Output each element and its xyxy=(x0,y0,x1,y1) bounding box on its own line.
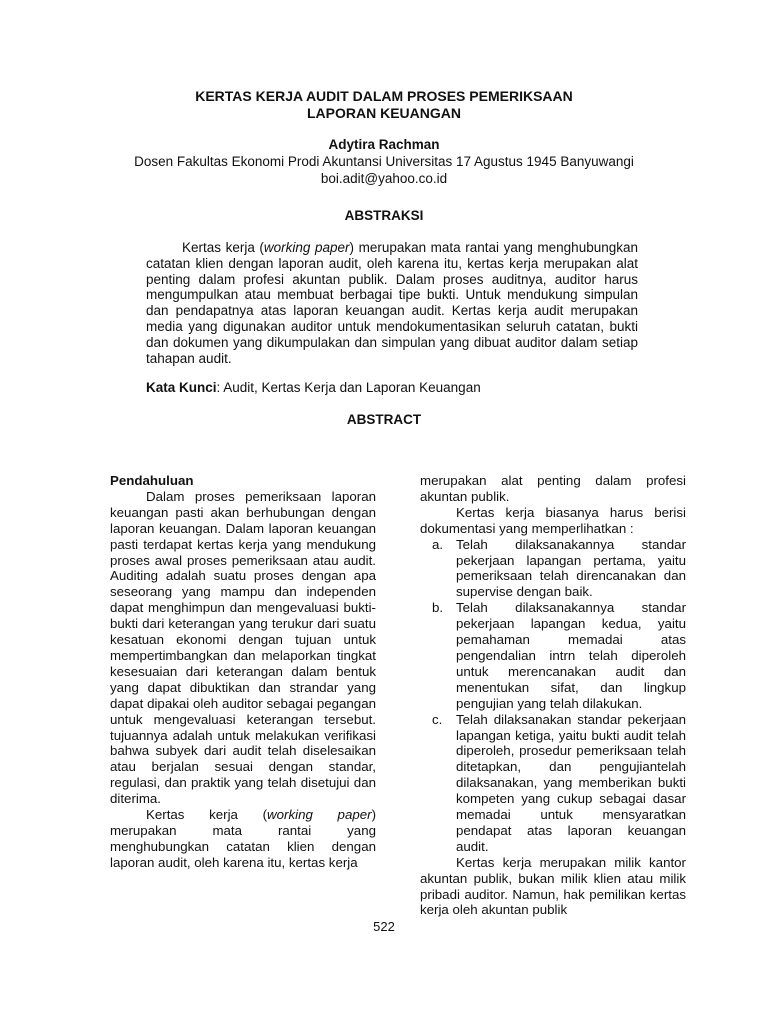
page-number: 522 xyxy=(373,919,395,934)
abstraksi-heading: ABSTRAKSI xyxy=(344,208,424,223)
author-block xyxy=(0,136,768,187)
abstract-heading: ABSTRACT xyxy=(346,412,422,427)
list-marker: b. xyxy=(432,600,444,616)
list-item xyxy=(420,537,686,601)
keywords xyxy=(146,380,638,396)
keywords-text: : Audit, Kertas Kerja dan Laporan Keuangan xyxy=(216,380,481,395)
abstraksi-lead: Kertas kerja ( xyxy=(182,240,264,255)
paper-title xyxy=(0,88,768,122)
list-item-text: Telah dilaksanakan standar pekerjaan lapangan ketiga, yaitu bukti audit telah diperoleh, prosedur pemeriksaan telah ditetapkan, dan pengujiantelah dilaksanakan, yang memberikan bukti kompeten yang cukup sebagai dasar memadai untuk mensyaratkan pendapat atas laporan keuangan audit. xyxy=(456,711,686,854)
keywords-label: Kata Kunci xyxy=(146,380,217,395)
abstraksi-italic: working paper xyxy=(263,240,350,255)
list-marker: a. xyxy=(432,536,444,552)
intro-paragraph: Dalam proses pemeriksaan laporan keuangan pasti akan berhubungan dengan laporan keuangan. Dalam laporan keuangan pasti terdapat kertas kerja yang mendukung proses awal proses pemeriksaan atau audit. Auditing adalah suatu proses dengan apa seseorang yang mampu dan independen dapat menghimpun dan mengevaluasi bukti-bukti dari keterangan yang terukur dari suatu kesatuan ekonomi dengan tujuan untuk mempertimbangkan dan melaporkan tingkat kesesuaian dari keterangan dalam bentuk yang dapat dibuktikan dan strandar yang dapat dipakai oleh auditor sebagai pegangan untuk mengevaluasi keterangan tersebut. tujuannya adalah untuk melakukan verifikasi bahwa subyek dari audit telah diselesaikan atau berjalan sesuai dengan standar, regulasi, dan praktik yang telah disetujui dan diterima. xyxy=(110,488,376,807)
continued-paragraph: merupakan alat penting dalam profesi akuntan publik. xyxy=(420,473,686,504)
author-email: boi.adit@yahoo.co.id xyxy=(320,171,448,186)
list-item xyxy=(420,712,686,855)
section-heading: Pendahuluan xyxy=(110,473,194,488)
author-affiliation: Dosen Fakultas Ekonomi Prodi Akuntansi Universitas 17 Agustus 1945 Banyuwangi xyxy=(134,154,634,169)
working-paper-paragraph: Kertas kerja (working paper) merupakan mata rantai yang menghubungkan catatan klien dengan laporan audit, oleh karena itu, kertas kerja xyxy=(110,807,376,870)
left-column xyxy=(110,473,376,871)
list-item-text: Telah dilaksanakannya standar pekerjaan lapangan kedua, yaitu pemahaman memadai atas pengendalian intrn telah diperoleh untuk merencanakan audit dan menentukan sifat, dan lingkup pengujian yang telah dilakukan. xyxy=(456,600,686,711)
list-marker: c. xyxy=(432,711,443,727)
list-item-text: Telah dilaksanakannya standar pekerjaan lapangan pertama, yaitu pemeriksaan telah direncanakan dan supervise dengan baik. xyxy=(456,536,686,600)
title-line-1: KERTAS KERJA AUDIT DALAM PROSES PEMERIKSAAN xyxy=(195,88,573,104)
abstraksi-body xyxy=(146,240,638,366)
title-line-2: LAPORAN KEUANGAN xyxy=(307,105,461,121)
author-name: Adytira Rachman xyxy=(328,137,440,152)
abstraksi-text: ) merupakan mata rantai yang menghubungkan catatan klien dengan laporan audit, oleh karena itu, kertas kerja merupakan alat penting dalam profesi akuntan publik. Dalam proses auditnya, auditor harus mengumpulkan atau membuat berbagai tipe bukti. Untuk mendukung simpulan dan pendapatnya atas laporan keuangan audit. Kertas kerja audit merupakan media yang digunakan auditor untuk mendokumentasikan seluruh catatan, bukti dan dokumen yang dikumpulakan dan simpulan yang dibuat auditor dalam setiap tahapan audit. xyxy=(146,240,638,366)
documentation-intro: Kertas kerja biasanya harus berisi dokumentasi yang memperlihatkan : xyxy=(420,504,686,536)
list-item xyxy=(420,600,686,711)
right-column xyxy=(420,473,686,918)
ownership-paragraph: Kertas kerja merupakan milik kantor akuntan publik, bukan milik klien atau milik pribadi auditor. Namun, hak pemilikan kertas kerja oleh akuntan publik xyxy=(420,854,686,918)
